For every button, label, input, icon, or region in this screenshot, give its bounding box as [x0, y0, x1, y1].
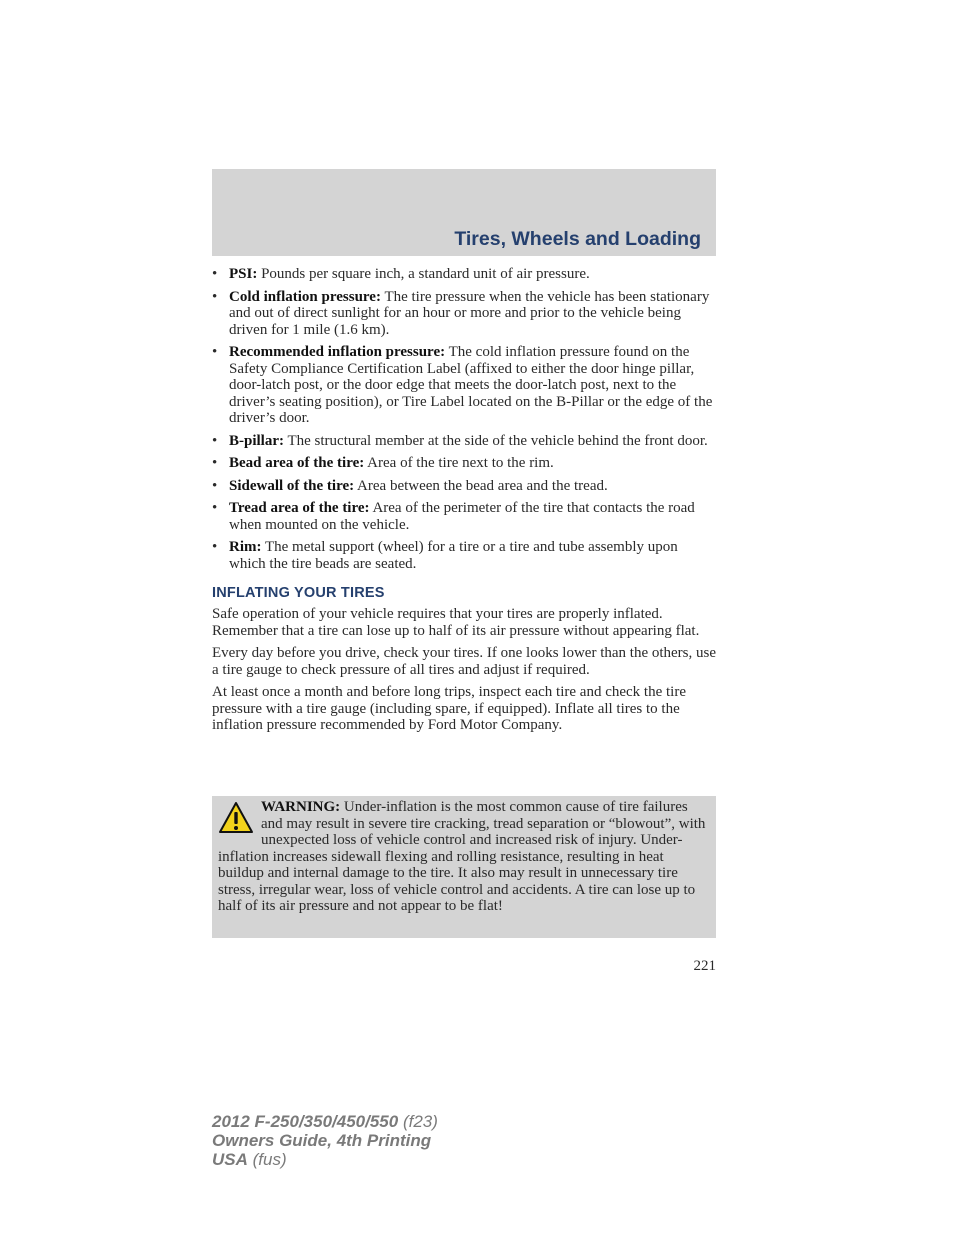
definitions-list [212, 266, 718, 572]
chapter-title: Tires, Wheels and Loading [454, 228, 701, 250]
list-item: • Recommended inflation pressure: The cold inflation pressure found on the Safety Compliance Certification Label (affixed to either the door hinge pillar, door-latch post, or the door edge that meets the door-latch post, next to the driver’s seating position), or Tire Label located on the B-Pillar or the edge of the driver’s door. [212, 344, 713, 426]
paragraph: At least once a month and before long trips, inspect each tire and check the tire pressure with a tire gauge (including spare, if equipped). Inflate all tires to the inflation pressure recommended by Ford Motor Company. [212, 684, 686, 733]
term: Recommended inflation pressure: [229, 344, 446, 360]
list-item: • Rim: The metal support (wheel) for a tire or a tire and tube assembly upon which the tire beads are seated. [212, 539, 678, 572]
warning-content [218, 799, 706, 915]
page-number: 221 [693, 958, 716, 974]
term: Rim: [229, 539, 262, 555]
document-footer [212, 1112, 438, 1169]
definition: Area between the bead area and the tread. [354, 477, 608, 494]
model-code: (f23) [398, 1112, 438, 1131]
definition: The structural member at the side of the vehicle behind the front door. [284, 432, 708, 449]
warning-triangle-icon [218, 801, 254, 834]
definition: The cold inflation pressure found on the Safety Compliance Certification Label (affixed to either the door hinge pillar, door-latch post, or the door edge that meets the door-latch post, next to the driver’s seating position), or Tire Label located on the B-Pillar or the edge of the driver’s door. [229, 344, 713, 426]
market-line: USA [212, 1150, 248, 1169]
list-item: • Bead area of the tire: Area of the tire next to the rim. [212, 455, 554, 471]
definition: Area of the tire next to the rim. [364, 455, 554, 471]
term: Bead area of the tire: [229, 455, 365, 471]
definition: The tire pressure when the vehicle has been stationary and out of direct sunlight for an hour or more and prior to the vehicle being driven for 1 mile (1.6 km). [229, 288, 710, 338]
paragraph: Every day before you drive, check your tires. If one looks lower than the others, use a tire gauge to check pressure of all tires and adjust if required. [212, 645, 717, 678]
section-heading: INFLATING YOUR TIRES [212, 585, 385, 601]
definition: The metal support (wheel) for a tire or a tire and tube assembly upon which the tire beads are seated. [229, 539, 678, 572]
list-item: • Tread area of the tire: Area of the perimeter of the tire that contacts the road when mounted on the vehicle. [212, 500, 695, 533]
list-item: • PSI: Pounds per square inch, a standard unit of air pressure. [212, 266, 590, 282]
market-code: (fus) [247, 1150, 287, 1169]
definition: Area of the perimeter of the tire that contacts the road when mounted on the vehicle. [229, 500, 695, 533]
edition-line: Owners Guide, 4th Printing [212, 1131, 432, 1150]
warning-body: Under-inflation is the most common cause of tire failures and may result in severe tire cracking, tread separation or “blowout”, with unexpected loss of vehicle control and increased risk of injury. Under-inflation increases sidewall flexing and rolling resistance, resulting in heat buildup and internal damage to the tire. It also may result in unnecessary tire stress, irregular wear, loss of vehicle control and accidents. A tire can lose up to half of its air pressure and not appear to be flat! [218, 799, 706, 914]
chapter-header [212, 169, 716, 256]
warning-label: WARNING: [261, 799, 341, 815]
warning-box [212, 796, 716, 938]
term: B-pillar: [229, 432, 284, 449]
model-line: 2012 F-250/350/450/550 [212, 1112, 399, 1131]
page-content [212, 266, 718, 740]
term: Cold inflation pressure: [229, 288, 381, 305]
paragraph: Safe operation of your vehicle requires that your tires are properly inflated. Remember that a tire can lose up to half of its air pressure without appearing flat. [212, 606, 700, 639]
term: PSI: [229, 266, 258, 282]
list-item: • Cold inflation pressure: The tire pressure when the vehicle has been stationary and out of direct sunlight for an hour or more and prior to the vehicle being driven for 1 mile (1.6 km). [212, 288, 710, 338]
definition: Pounds per square inch, a standard unit of air pressure. [257, 266, 590, 282]
term: Tread area of the tire: [229, 500, 370, 516]
list-item: • B-pillar: The structural member at the side of the vehicle behind the front door. [212, 432, 708, 449]
term: Sidewall of the tire: [229, 477, 355, 494]
list-item: • Sidewall of the tire: Area between the bead area and the tread. [212, 477, 608, 494]
